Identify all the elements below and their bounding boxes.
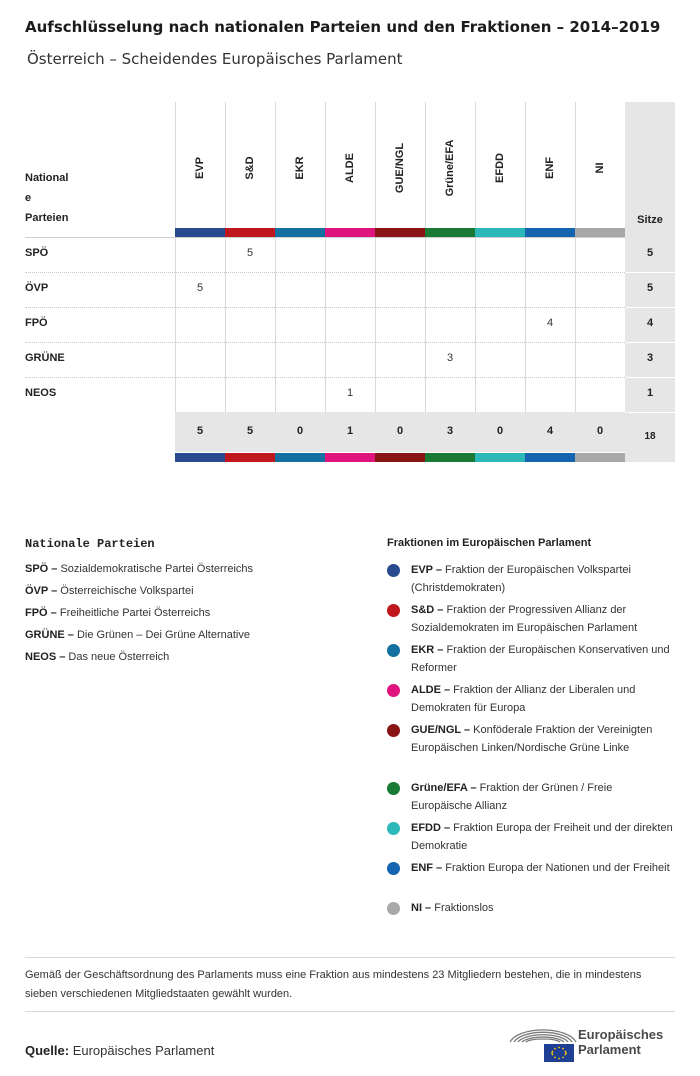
group-legend-name: Fraktionslos [431, 902, 494, 914]
group-color-dot [387, 902, 400, 915]
column-total: 0 [596, 425, 604, 437]
column-header-label: S&D [244, 156, 256, 180]
group-color-dot [387, 782, 400, 795]
column-header-label: GUE/NGL [394, 142, 406, 194]
column-header [375, 102, 425, 228]
party-legend-name: Österreichische Volkspartei [57, 585, 194, 597]
column-header [175, 102, 225, 228]
party-legend-item [25, 629, 250, 641]
column-colorbar-bottom [375, 453, 425, 462]
row-total: 4 [646, 317, 654, 329]
column-colorbar-top [575, 228, 625, 237]
row-party-label: GRÜNE [25, 352, 65, 364]
party-legend-abbr: FPÖ – [25, 607, 57, 619]
column-total: 5 [246, 425, 254, 437]
group-color-dot [387, 564, 400, 577]
logo-line-1: Europäisches [578, 1027, 664, 1042]
party-legend-abbr: NEOS – [25, 651, 66, 663]
row-party-label: NEOS [25, 387, 57, 399]
group-legend-name: Fraktion der Europäischen Volkspartei (Christdemokraten) [411, 564, 631, 594]
sitze-divider [625, 377, 675, 378]
column-colorbar-bottom [425, 453, 475, 462]
party-legend-abbr: GRÜNE – [25, 629, 74, 641]
party-legend-abbr: SPÖ – [25, 563, 58, 575]
sitze-divider [625, 272, 675, 273]
group-legend-item [411, 561, 676, 597]
group-legend-abbr: S&D – [411, 604, 444, 616]
table-cell-value: 5 [196, 282, 204, 294]
table-cell-value: 3 [446, 352, 454, 364]
column-colorbar-top [475, 228, 525, 237]
column-colorbar-bottom [175, 453, 225, 462]
table-cell-value: 1 [346, 387, 354, 399]
row-divider [25, 377, 625, 378]
chart-title: Aufschlüsselung nach nationalen Parteien und den Fraktionen – 2014–2019 [25, 18, 661, 36]
groups-legend-title: Fraktionen im Europäischen Parlament [387, 537, 592, 549]
party-legend-name: Das neue Österreich [65, 651, 170, 663]
group-legend-name: Fraktion der Europäischen Konservativen und Reformer [411, 644, 670, 674]
source-label: Quelle: [25, 1043, 70, 1058]
column-header-label: NI [594, 162, 606, 174]
group-legend-item [411, 601, 676, 637]
column-total: 4 [546, 425, 554, 437]
group-color-dot [387, 822, 400, 835]
column-colorbar-bottom [275, 453, 325, 462]
group-legend-item [411, 681, 676, 717]
footnote-divider-bottom [25, 1011, 675, 1012]
party-legend-item [25, 563, 253, 575]
row-divider [25, 342, 625, 343]
column-header [575, 102, 625, 228]
column-header [475, 102, 525, 228]
sitze-divider [625, 342, 675, 343]
column-header [225, 102, 275, 228]
column-colorbar-top [175, 228, 225, 237]
group-color-dot [387, 724, 400, 737]
group-color-dot [387, 604, 400, 617]
sitze-divider [625, 412, 675, 413]
footnote-divider-top [25, 957, 675, 958]
grand-total: 18 [644, 431, 656, 442]
column-colorbar-bottom [225, 453, 275, 462]
group-legend-name: Konföderale Fraktion der Vereinigten Europäischen Linken/Nordische Grüne Linke [411, 724, 653, 754]
row-total: 5 [646, 282, 654, 294]
header-divider [25, 237, 625, 238]
group-legend-item [411, 819, 676, 855]
party-legend-item [25, 651, 169, 663]
row-divider [25, 272, 625, 273]
table-cell-value: 4 [546, 317, 554, 329]
column-colorbar-top [525, 228, 575, 237]
column-header [275, 102, 325, 228]
column-header-label: ENF [544, 157, 556, 179]
table-cell-value: 5 [246, 247, 254, 259]
group-legend-abbr: Grüne/EFA – [411, 782, 477, 794]
group-legend-name: Fraktion der Allianz der Liberalen und Demokraten für Europa [411, 684, 636, 714]
row-total: 3 [646, 352, 654, 364]
column-total: 0 [496, 425, 504, 437]
row-header: National e Parteien [25, 172, 69, 224]
group-color-dot [387, 644, 400, 657]
group-legend-name: Fraktion der Progressiven Allianz der Sozialdemokraten im Europäischen Parlament [411, 604, 638, 634]
column-total: 0 [296, 425, 304, 437]
column-header [425, 102, 475, 228]
column-header-label: EKR [294, 156, 306, 180]
group-legend-abbr: EKR – [411, 644, 444, 656]
party-legend-name: Sozialdemokratische Partei Österreichs [57, 563, 254, 575]
total-header: Sitze [637, 214, 663, 226]
group-legend-name: Fraktion Europa der Nationen und der Freiheit [442, 862, 670, 874]
column-colorbar-bottom [575, 453, 625, 462]
source [25, 1043, 214, 1058]
column-total: 3 [446, 425, 454, 437]
column-colorbar-top [325, 228, 375, 237]
group-legend-item [411, 859, 676, 877]
column-colorbar-bottom [325, 453, 375, 462]
logo-text [578, 1027, 663, 1057]
group-legend-item [411, 779, 676, 815]
column-total: 1 [346, 425, 354, 437]
group-color-dot [387, 684, 400, 697]
column-header [325, 102, 375, 228]
group-legend-abbr: GUE/NGL – [411, 724, 471, 736]
group-legend-abbr: ENF – [411, 862, 443, 874]
column-header-label: EFDD [494, 153, 506, 183]
row-divider [25, 307, 625, 308]
party-legend-item [25, 585, 194, 597]
group-legend-name: Fraktion der Grünen / Freie Europäische Allianz [411, 782, 613, 812]
group-legend-item [411, 899, 676, 917]
column-header [525, 102, 575, 228]
column-colorbar-bottom [475, 453, 525, 462]
column-header-label: EVP [194, 156, 206, 180]
group-legend-abbr: ALDE – [411, 684, 451, 696]
column-header-label: ALDE [344, 153, 356, 183]
group-color-dot [387, 862, 400, 875]
group-legend-abbr: EFDD – [411, 822, 451, 834]
row-total: 1 [646, 387, 654, 399]
party-legend-abbr: ÖVP – [25, 585, 58, 597]
column-colorbar-top [425, 228, 475, 237]
sitze-divider [625, 307, 675, 308]
party-legend-name: Freiheitliche Partei Österreichs [56, 607, 211, 619]
column-total: 0 [396, 425, 404, 437]
column-header-label: Grüne/EFA [444, 139, 456, 197]
column-total: 5 [196, 425, 204, 437]
logo-line-2: Parlament [578, 1042, 641, 1057]
column-colorbar-top [275, 228, 325, 237]
column-colorbar-bottom [525, 453, 575, 462]
group-legend-item [411, 641, 676, 677]
group-legend-item [411, 721, 676, 757]
group-legend-abbr: NI – [411, 902, 432, 914]
footnote: Gemäß der Geschäftsordnung des Parlaments muss eine Fraktion aus mindestens 23 Mitgliedern bestehen, die in mindestens sieben verschiedenen Mitgliedstaaten gewählt wurden. [25, 969, 642, 1000]
row-party-label: ÖVP [25, 282, 49, 294]
parties-legend-title: Nationale Parteien [25, 537, 155, 551]
source-text: Europäisches Parlament [72, 1043, 215, 1058]
party-legend-item [25, 607, 210, 619]
row-total: 5 [646, 247, 654, 259]
group-legend-name: Fraktion Europa der Freiheit und der direkten Demokratie [411, 822, 673, 852]
party-legend-name: Die Grünen – Dei Grüne Alternative [73, 629, 250, 641]
group-legend-abbr: EVP – [411, 564, 442, 576]
column-colorbar-top [375, 228, 425, 237]
row-party-label: SPÖ [25, 247, 49, 259]
row-party-label: FPÖ [25, 317, 48, 329]
chart-subtitle: Österreich – Scheidendes Europäisches Parlament [27, 50, 403, 68]
column-colorbar-top [225, 228, 275, 237]
